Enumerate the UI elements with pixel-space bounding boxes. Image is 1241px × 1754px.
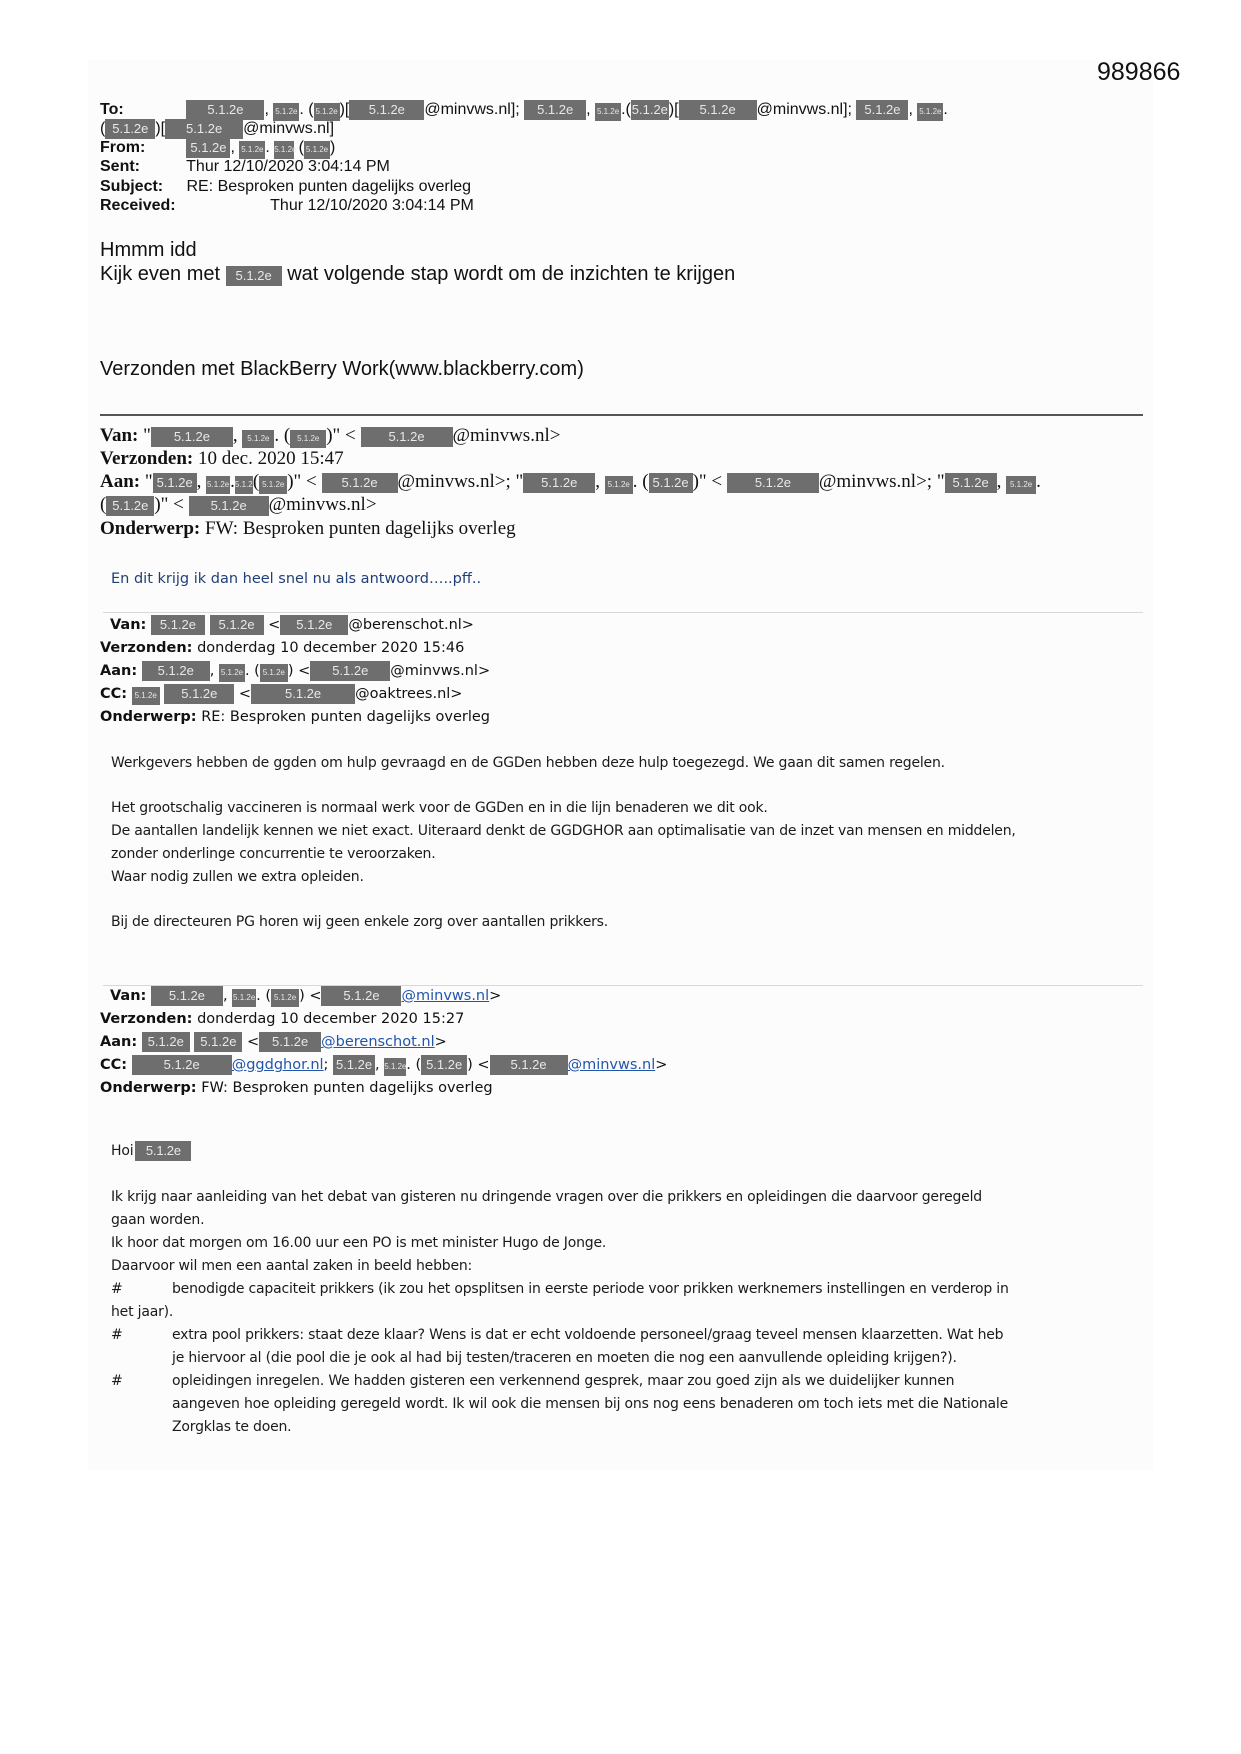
fwd1-from-line: Van: " 5.1.2e , 5.1.2e . ( 5.1.2e )" < 5.1.2e @minvws.nl> — [100, 425, 561, 446]
reply-body-line: Bij de directeuren PG horen wij geen enkele zorg over aantallen prikkers. — [111, 914, 609, 930]
redaction: 5.1.2e — [186, 138, 230, 158]
email-domain: @minvws.nl> — [390, 663, 491, 679]
subject-label: Onderwerp: — [100, 518, 201, 539]
email-domain: @oaktrees.nl> — [355, 686, 463, 702]
subject-value: FW: Besproken punten dagelijks overleg — [205, 518, 516, 539]
redaction: 5.1.2e — [280, 615, 348, 635]
redaction: 5.1.2e — [251, 684, 355, 704]
to-label: To: — [100, 101, 124, 118]
received-value: Thur 12/10/2020 3:04:14 PM — [270, 197, 474, 214]
reply-cc-line: CC: 5.1.2e 5.1.2e < 5.1.2e @oaktrees.nl> — [100, 683, 462, 706]
redaction: 5.1.2e — [917, 103, 943, 121]
redaction: 5.1.2e — [1006, 476, 1036, 494]
redaction: 5.1.2e — [605, 476, 633, 494]
bullet-line: opleidingen inregelen. We hadden gisteren een verkennend gesprek, maar zou goed zijn als we duidelijker kunnen — [172, 1373, 955, 1389]
redaction: 5.1.2e — [260, 664, 288, 682]
bullet-line: benodigde capaciteit prikkers (ik zou het opsplitsen in eerste periode voor prikken werknemers instellingen en verderop in — [172, 1281, 1009, 1297]
redaction: 5.1.2e — [189, 496, 269, 516]
subject-label: Onderwerp: — [100, 709, 197, 725]
top-body-line-2 — [100, 262, 735, 286]
reply-to-line: Aan: 5.1.2e , 5.1.2e . ( 5.1.2e ) < 5.1.2e @minvws.nl> — [100, 660, 490, 683]
redaction: 5.1.2e — [524, 100, 586, 120]
sent-label: Verzonden: — [100, 448, 194, 469]
reply-subject-line — [100, 706, 490, 729]
redaction: 5.1.2e — [142, 661, 210, 681]
orig-body-line: Ik hoor dat morgen om 16.00 uur een PO is met minister Hugo de Jonge. — [111, 1235, 607, 1251]
body-text: wat volgende stap wordt om de inzichten te krijgen — [287, 263, 736, 285]
top-body-line-1: Hmmm idd — [100, 239, 197, 261]
redaction: 5.1.2e — [679, 100, 757, 120]
blackberry-signature: Verzonden met BlackBerry Work(www.blackberry.com) — [100, 358, 584, 380]
redaction: 5.1.2e — [235, 476, 253, 494]
email-domain: @minvws.nl>; — [397, 471, 511, 492]
reply-body-line: Het grootschalig vaccineren is normaal werk voor de GGDen en in die lijn benaderen we dit ook. — [111, 800, 768, 816]
fwd1-to-line: Aan: " 5.1.2e , 5.1.2e.5.1.2e( 5.1.2e )" < 5.1.2e @minvws.nl>; " 5.1.2e , 5.1.2e . ( 5.1.2e )" < 5.1.2e @minvws.nl>; " 5.1.2e , 5.1.2e . — [100, 471, 1041, 492]
redaction: 5.1.2e — [322, 473, 398, 493]
sent-label: Verzonden: — [100, 1011, 193, 1027]
redaction: 5.1.2e — [239, 141, 265, 159]
redaction: 5.1.2e — [310, 661, 390, 681]
to-label: Aan: — [100, 471, 141, 492]
email-link[interactable]: @minvws.nl — [401, 988, 490, 1004]
to-label: Aan: — [100, 663, 138, 679]
email-domain: @minvws.nl]; — [424, 101, 520, 118]
reply-body-line: zonder onderlinge concurrentie te veroorzaken. — [111, 846, 436, 862]
redaction: 5.1.2e — [132, 687, 160, 705]
reply-body-line: Waar nodig zullen we extra opleiden. — [111, 869, 364, 885]
divider — [100, 414, 1143, 416]
redaction: 5.1.2e — [421, 1055, 467, 1075]
fwd1-sent-line — [100, 448, 344, 470]
redaction: 5.1.2e — [945, 473, 997, 493]
bullet-line: je hiervoor al (die pool die je ook al had bij testen/traceren en moeten die nog een aanvullende opleiding krijgen?). — [172, 1350, 957, 1366]
received-label: Received: — [100, 197, 176, 214]
redaction: 5.1.2e — [333, 1055, 375, 1075]
redaction: 5.1.2e — [132, 1055, 232, 1075]
redaction: 5.1.2e — [349, 100, 424, 120]
redaction: 5.1.2e — [273, 103, 299, 121]
from-label: Van: — [110, 988, 147, 1004]
orig-greeting — [111, 1140, 191, 1163]
redaction: 5.1.2e — [274, 141, 294, 159]
orig-to-line: Aan: 5.1.2e 5.1.2e < 5.1.2e @berenschot.nl> — [100, 1034, 447, 1050]
redaction: 5.1.2e — [259, 476, 287, 494]
to-label: Aan: — [100, 1034, 138, 1050]
redaction: 5.1.2e — [151, 615, 205, 635]
top-to-line-2: ( 5.1.2e )[ 5.1.2e @minvws.nl] — [100, 120, 335, 137]
from-label: Van: — [100, 425, 139, 446]
sent-value: 10 dec. 2020 15:47 — [198, 448, 344, 469]
email-link[interactable]: @minvws.nl — [567, 1057, 656, 1073]
bullet-line: Zorgklas te doen. — [172, 1419, 292, 1435]
redaction: 5.1.2e — [226, 266, 282, 286]
orig-subject-line — [100, 1077, 493, 1100]
greeting-text: Hoi — [111, 1143, 134, 1159]
cc-label: CC: — [100, 686, 128, 702]
orig-sent-line — [100, 1008, 464, 1031]
bullet-line: aangeven hoe opleiding geregeld wordt. Ik wil ook die mensen bij ons nog eens benaderen om toch iets met die Nationale — [172, 1396, 1009, 1412]
subject-value: FW: Besproken punten dagelijks overleg — [201, 1080, 493, 1096]
sent-label: Sent: — [100, 158, 140, 175]
email-domain: @minvws.nl> — [452, 425, 561, 446]
bullet-line: het jaar). — [111, 1304, 174, 1320]
top-sent-line — [100, 157, 390, 177]
top-from-line: From: 5.1.2e , 5.1.2e . 5.1.2e ( 5.1.2e ) — [100, 138, 335, 159]
redaction: 5.1.2e — [151, 986, 223, 1006]
cc-label: CC: — [100, 1057, 128, 1073]
redaction: 5.1.2e — [210, 615, 264, 635]
redaction: 5.1.2e — [142, 1032, 190, 1052]
top-subject-line — [100, 177, 471, 197]
redaction: 5.1.2e — [314, 103, 340, 121]
redaction: 5.1.2e — [206, 476, 230, 494]
reply-body-line: Werkgevers hebben de ggden om hulp gevraagd en de GGDen hebben deze hulp toegezegd. We gaan dit samen regelen. — [111, 755, 945, 771]
bullet-marker: # — [111, 1327, 123, 1343]
reply-from-line: Van: 5.1.2e 5.1.2e < 5.1.2e @berenschot.nl> — [110, 617, 474, 633]
redaction: 5.1.2e — [631, 100, 669, 120]
redaction: 5.1.2e — [649, 473, 693, 493]
sent-value: Thur 12/10/2020 3:04:14 PM — [186, 158, 390, 175]
subject-label: Subject: — [100, 178, 164, 195]
redaction: 5.1.2e — [271, 989, 299, 1007]
from-label: From: — [100, 139, 146, 156]
redaction: 5.1.2e — [194, 1032, 242, 1052]
redaction: 5.1.2e — [242, 430, 274, 448]
redaction: 5.1.2e — [186, 100, 264, 120]
email-domain: @minvws.nl] — [243, 120, 335, 137]
redaction: 5.1.2e — [595, 103, 621, 121]
orig-body-line: Ik krijg naar aanleiding van het debat van gisteren nu dringende vragen over die prikkers en opleidingen die daarvoor geregeld — [111, 1189, 982, 1205]
redaction: 5.1.2e — [290, 430, 326, 448]
redaction: 5.1.2e — [135, 1141, 191, 1161]
redaction: 5.1.2e — [490, 1055, 568, 1075]
redaction: 5.1.2e — [523, 473, 595, 493]
top-received-line — [100, 196, 474, 216]
bullet-marker: # — [111, 1373, 123, 1389]
redaction: 5.1.2e — [361, 427, 453, 447]
redaction: 5.1.2e — [304, 141, 330, 159]
document-number: 989866 — [1097, 58, 1181, 86]
redaction: 5.1.2e — [384, 1058, 406, 1076]
email-domain: @minvws.nl>; — [818, 471, 933, 492]
subject-label: Onderwerp: — [100, 1080, 197, 1096]
redaction: 5.1.2e — [153, 473, 197, 493]
sent-label: Verzonden: — [100, 640, 193, 656]
email-link[interactable]: @ggdghor.nl — [231, 1057, 324, 1073]
reply-sent-line — [100, 637, 464, 660]
redaction: 5.1.2e — [165, 119, 243, 139]
redaction: 5.1.2e — [219, 664, 245, 682]
orig-body-line: Daarvoor wil men een aantal zaken in beeld hebben: — [111, 1258, 473, 1274]
email-link[interactable]: @berenschot.nl — [321, 1034, 435, 1050]
subject-value: RE: Besproken punten dagelijks overleg — [201, 709, 490, 725]
fwd1-to-line-2: ( 5.1.2e )" < 5.1.2e @minvws.nl> — [100, 494, 377, 515]
divider — [103, 612, 1143, 613]
bullet-line: extra pool prikkers: staat deze klaar? Wens is dat er echt voldoende personeel/graag teveel mensen klaarzetten. Wat heb — [172, 1327, 1004, 1343]
redaction: 5.1.2e — [151, 427, 233, 447]
sent-value: donderdag 10 december 2020 15:46 — [197, 640, 465, 656]
subject-value: RE: Besproken punten dagelijks overleg — [186, 178, 472, 195]
body-text: Kijk even met — [100, 263, 221, 285]
redaction: 5.1.2e — [856, 100, 908, 120]
orig-body-line: gaan worden. — [111, 1212, 205, 1228]
redaction: 5.1.2e — [321, 986, 401, 1006]
bullet-marker: # — [111, 1281, 123, 1297]
top-to-line: To: 5.1.2e , 5.1.2e . ( 5.1.2e )[ 5.1.2e @minvws.nl]; 5.1.2e , 5.1.2e .(5.1.2e)[ 5.1.2e @minvws.nl]; 5.1.2e , 5.1.2e . — [100, 100, 948, 121]
redaction: 5.1.2e — [105, 119, 155, 139]
email-domain: @minvws.nl> — [268, 494, 377, 515]
orig-cc-line: CC: 5.1.2e @ggdghor.nl; 5.1.2e , 5.1.2e. ( 5.1.2e ) < 5.1.2e @minvws.nl> — [100, 1054, 667, 1077]
redaction: 5.1.2e — [164, 684, 234, 704]
orig-from-line: Van: 5.1.2e , 5.1.2e. ( 5.1.2e ) < 5.1.2e @minvws.nl> — [110, 985, 501, 1008]
redaction: 5.1.2e — [106, 496, 154, 516]
redaction: 5.1.2e — [232, 989, 256, 1007]
fwd1-subject-line — [100, 518, 516, 540]
redaction: 5.1.2e — [259, 1032, 321, 1052]
fwd1-body: En dit krijg ik dan heel snel nu als antwoord…..pff.. — [111, 571, 482, 587]
sent-value: donderdag 10 december 2020 15:27 — [197, 1011, 465, 1027]
redaction: 5.1.2e — [727, 473, 819, 493]
reply-body-line: De aantallen landelijk kennen we niet exact. Uiteraard denkt de GGDGHOR aan optimalisatie van de inzet van mensen en middelen, — [111, 823, 1016, 839]
from-label: Van: — [110, 617, 147, 633]
email-domain: @berenschot.nl> — [348, 617, 474, 633]
email-domain: @minvws.nl]; — [756, 101, 852, 118]
